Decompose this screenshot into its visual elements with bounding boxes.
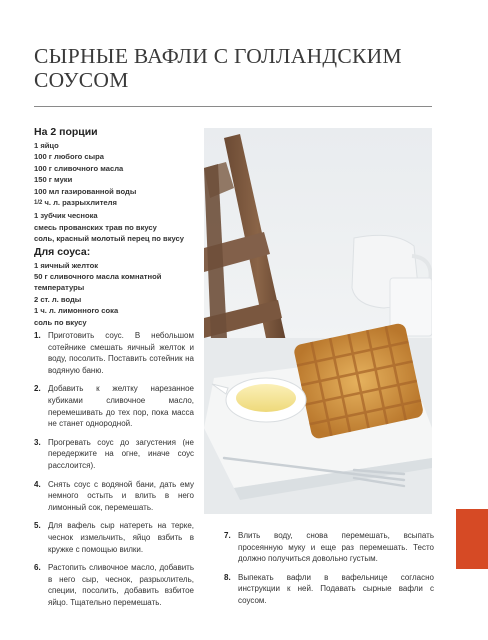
step-number: 1. [34, 331, 41, 340]
step-item [34, 520, 194, 555]
sauce-item: 1 яичный желток [34, 260, 99, 270]
step-item [224, 572, 434, 607]
sauce-item: 50 г сливочного масла комнатной температуры [34, 272, 162, 293]
step-number: 4. [34, 479, 41, 489]
page-title: СЫРНЫЕ ВАФЛИ С ГОЛЛАНДСКИМ СОУСОМ [34, 44, 402, 92]
ingredient-item: 100 мл газированной воды [34, 186, 137, 196]
waffle-photo [204, 128, 432, 514]
step-text: Растопить сливочное масло, добавить в него сыр, чеснок, разрыхлитель, специи, посолить, добавить взбитое яйцо. Тщательно перемешать. [48, 563, 194, 607]
step-number: 2. [34, 384, 41, 394]
waffle-photo-illustration [204, 128, 432, 514]
step-item [224, 530, 434, 565]
servings-heading: На 2 порции [34, 126, 98, 138]
step-number: 5. [34, 521, 41, 531]
step-item [34, 383, 194, 429]
step-text: Прогревать соус до загустения (не передержите на огне, иначе соус расслоится). [48, 437, 194, 470]
step-item [34, 562, 194, 608]
ingredient-item: 100 г сливочного масла [34, 163, 124, 173]
fraction: 1/2 [34, 200, 43, 207]
ingredient-item: 1 яйцо [34, 141, 59, 150]
step-text: Приготовить соус. В небольшом сотейнике смешать яичный желток и воду, посолить. Поставить сотейник на водяную баню. [48, 331, 194, 375]
step-text: Влить воду, снова перемешать, всыпать просеянную муку и еще раз перемешать. Тесто должно получиться довольно густым. [238, 531, 434, 564]
steps-column-right [224, 530, 434, 614]
step-number: 8. [224, 572, 231, 582]
sauce-item: 2 ст. л. воды [34, 294, 82, 304]
step-text: Снять соус с водяной бани, дать ему немного остыть и влить в него лимонный сок, перемешать. [48, 479, 194, 512]
ingredient-item: 100 г любого сыра [34, 152, 104, 162]
steps-column-left [34, 330, 194, 615]
ingredient-item-baking-powder [34, 197, 204, 210]
step-text: Выпекать вафли в вафельнице согласно инструкции к ней. Подавать сырные вафли с соусом. [238, 572, 434, 605]
step-number: 6. [34, 563, 41, 573]
title-divider [34, 106, 432, 107]
step-number: 7. [224, 531, 231, 540]
ingredient-item: 150 г муки [34, 175, 73, 185]
step-text: Добавить к желтку нарезанное кубиками сливочное масло, перемешивать до тех пор, пока масса не станет однородной. [48, 384, 194, 429]
ingredient-item: смесь прованских трав по вкусу [34, 222, 157, 232]
sauce-heading: Для соуса: [34, 245, 91, 258]
page-edge-tab [456, 509, 488, 569]
sauce-item: 1 ч. л. лимонного сока [34, 306, 119, 316]
sauce-item: соль по вкусу [34, 317, 87, 327]
ingredient-item: 1 зубчик чеснока [34, 211, 98, 221]
step-item [34, 330, 194, 376]
step-item [34, 437, 194, 472]
ingredient-item: соль, красный молотый перец по вкусу [34, 234, 184, 244]
step-text: Для вафель сыр натереть на терке, чеснок измельчить, яйцо взбить в кружке с помощью вилки. [48, 521, 194, 554]
ingredient-text: ч. л. разрыхлителя [44, 198, 117, 208]
step-number: 3. [34, 437, 41, 447]
step-item [34, 479, 194, 514]
ingredients-list [34, 126, 204, 328]
